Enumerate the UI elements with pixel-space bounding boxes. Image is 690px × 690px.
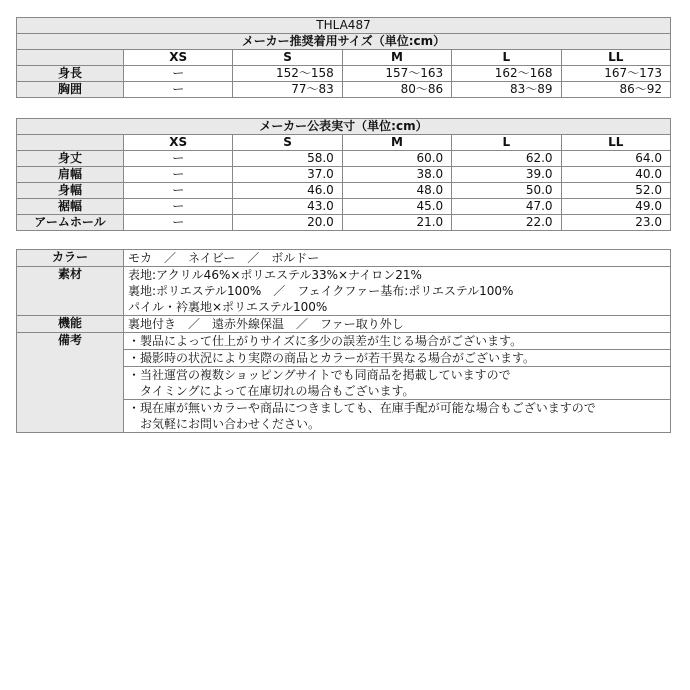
header-blank-cell — [17, 50, 124, 66]
table-row — [17, 167, 671, 183]
size-header: LL — [561, 135, 670, 151]
remark-line: ・撮影時の状況により実際の商品とカラーが若干異なる場合がございます。 — [128, 351, 536, 365]
table-row — [17, 267, 671, 316]
table-row — [17, 151, 671, 167]
remark-note — [124, 333, 671, 350]
remark-line: ・製品によって仕上がりサイズに多少の誤差が生じる場合がございます。 — [128, 334, 523, 348]
table-cell: 47.0 — [452, 199, 561, 215]
row-label: 身丈 — [17, 151, 124, 167]
table-cell: 162〜168 — [452, 66, 561, 82]
row-label: 肩幅 — [17, 167, 124, 183]
table-cell: 37.0 — [233, 167, 342, 183]
row-label: 胸囲 — [17, 82, 124, 98]
table-cell: 167〜173 — [561, 66, 670, 82]
table-cell: 50.0 — [452, 183, 561, 199]
material-line: 裏地:ポリエステル100% ／ フェイクファー基布:ポリエステル100% — [128, 284, 514, 298]
table-cell: ー — [124, 151, 233, 167]
size-header: LL — [561, 50, 670, 66]
row-label: 身幅 — [17, 183, 124, 199]
recommended-size-title: メーカー推奨着用サイズ（単位:cm） — [17, 34, 671, 50]
size-header: M — [342, 50, 451, 66]
remark-line: ・現在庫が無いカラーや商品につきましても、在庫手配が可能な場合もございますので — [128, 401, 596, 415]
table-row — [17, 82, 671, 98]
table-cell: 39.0 — [452, 167, 561, 183]
remarks-label: 備考 — [17, 333, 124, 433]
header-blank-cell — [17, 135, 124, 151]
table-cell: 46.0 — [233, 183, 342, 199]
table-cell: 23.0 — [561, 215, 670, 231]
table-cell: 77〜83 — [233, 82, 342, 98]
table-row — [17, 250, 671, 267]
remark-line: タイミングによって在庫切れの場合もございます。 — [128, 384, 415, 398]
actual-size-table — [16, 118, 671, 231]
material-line: 表地:アクリル46%×ポリエステル33%×ナイロン21% — [128, 268, 422, 282]
table-cell: 40.0 — [561, 167, 670, 183]
remark-line: ・当社運営の複数ショッピングサイトでも同商品を掲載していますので — [128, 368, 511, 382]
remark-line: お気軽にお問い合わせください。 — [128, 417, 321, 431]
table-cell: 43.0 — [233, 199, 342, 215]
size-header: L — [452, 135, 561, 151]
table-cell: 83〜89 — [452, 82, 561, 98]
table-row — [17, 199, 671, 215]
size-header: S — [233, 135, 342, 151]
function-value: 裏地付き ／ 遠赤外線保温 ／ ファー取り外し — [124, 316, 671, 333]
table-cell: ー — [124, 167, 233, 183]
table-row — [17, 316, 671, 333]
size-header: XS — [124, 135, 233, 151]
remark-note — [124, 350, 671, 367]
size-header: XS — [124, 50, 233, 66]
table-cell: 80〜86 — [342, 82, 451, 98]
table-row — [17, 215, 671, 231]
table-cell: 20.0 — [233, 215, 342, 231]
size-header: M — [342, 135, 451, 151]
size-header: S — [233, 50, 342, 66]
table-cell: ー — [124, 183, 233, 199]
table-cell: 62.0 — [452, 151, 561, 167]
row-label: アームホール — [17, 215, 124, 231]
table-cell: 49.0 — [561, 199, 670, 215]
table-row — [17, 183, 671, 199]
table-cell: 60.0 — [342, 151, 451, 167]
table-cell: 58.0 — [233, 151, 342, 167]
actual-size-title: メーカー公表実寸（単位:cm） — [17, 119, 671, 135]
remark-note — [124, 400, 671, 433]
product-code: THLA487 — [17, 18, 671, 34]
color-value: モカ ／ ネイビー ／ ボルドー — [124, 250, 671, 267]
table-cell: 48.0 — [342, 183, 451, 199]
table-row — [17, 66, 671, 82]
table-cell: 21.0 — [342, 215, 451, 231]
table-cell: 52.0 — [561, 183, 670, 199]
remark-note — [124, 367, 671, 400]
table-cell: ー — [124, 82, 233, 98]
table-row — [17, 333, 671, 350]
row-label: 身長 — [17, 66, 124, 82]
row-label: 裾幅 — [17, 199, 124, 215]
table-cell: 86〜92 — [561, 82, 670, 98]
material-line: パイル・衿裏地×ポリエステル100% — [128, 300, 328, 314]
table-row — [17, 50, 671, 66]
size-header: L — [452, 50, 561, 66]
table-cell: 38.0 — [342, 167, 451, 183]
table-cell: 22.0 — [452, 215, 561, 231]
function-label: 機能 — [17, 316, 124, 333]
table-cell: 152〜158 — [233, 66, 342, 82]
table-cell: 157〜163 — [342, 66, 451, 82]
table-cell: ー — [124, 215, 233, 231]
recommended-size-table — [16, 17, 671, 98]
color-label: カラー — [17, 250, 124, 267]
product-details-table — [16, 249, 671, 433]
table-cell: 64.0 — [561, 151, 670, 167]
material-value — [124, 267, 671, 316]
table-row — [17, 135, 671, 151]
table-cell: ー — [124, 66, 233, 82]
material-label: 素材 — [17, 267, 124, 316]
table-cell: 45.0 — [342, 199, 451, 215]
table-cell: ー — [124, 199, 233, 215]
